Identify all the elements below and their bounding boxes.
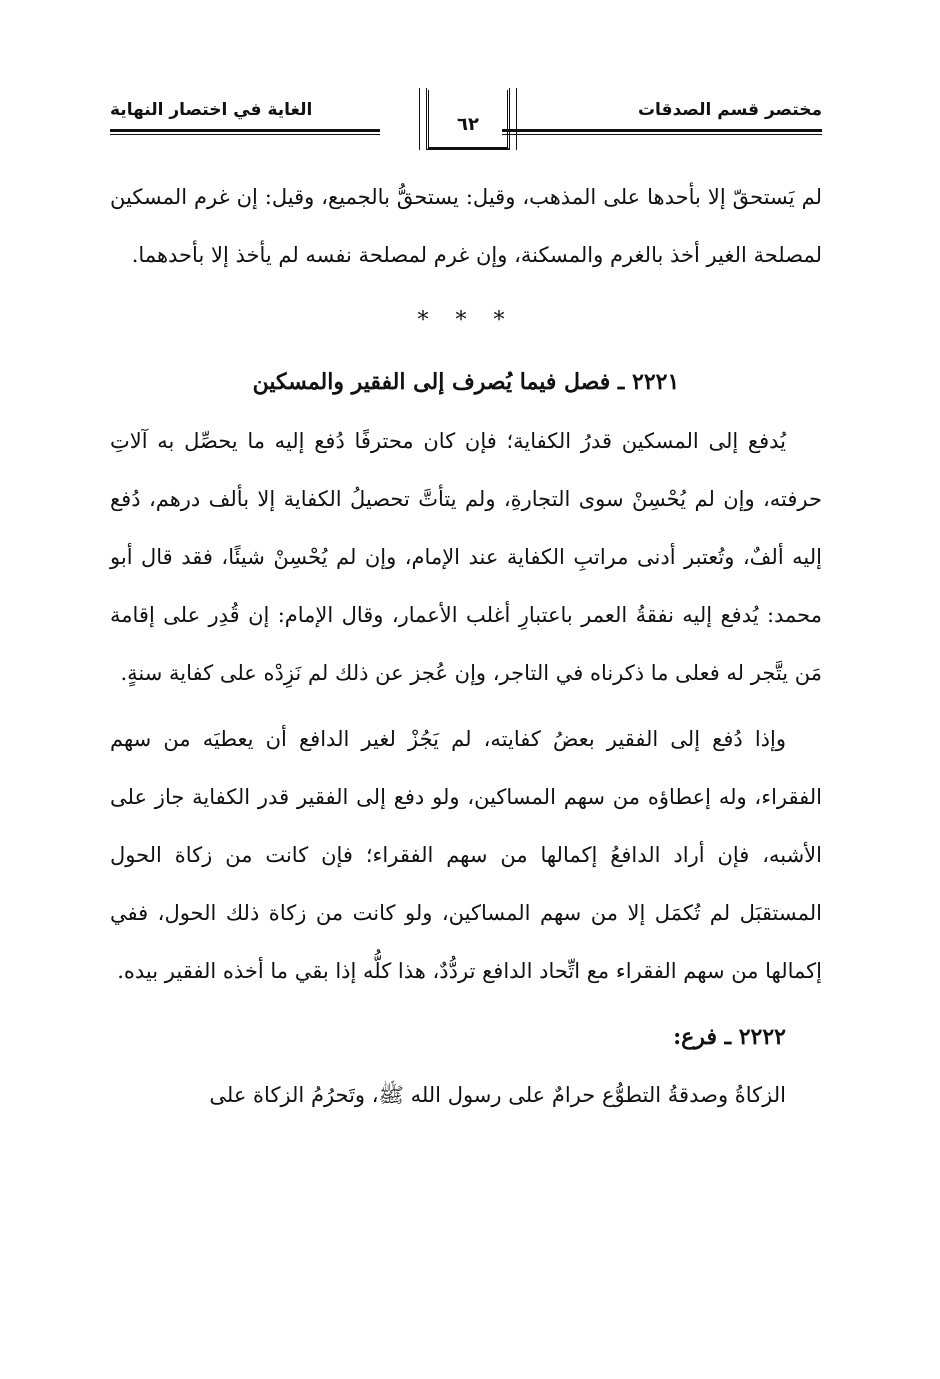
running-title-left: الغاية في اختصار النهاية [110, 100, 313, 120]
page-number-frame [426, 90, 510, 150]
paragraph-zakat-prohibition: الزكاةُ وصدقةُ التطوُّع حرامٌ على رسول الله ﷺ، وتَحرُمُ الزكاة على [209, 1083, 786, 1107]
page-number: ٦٢ [457, 114, 479, 135]
header-rule-left [110, 129, 380, 132]
section-separator: * * * [417, 308, 515, 333]
running-title-right: مختصر قسم الصدقات [637, 100, 822, 120]
section-heading: ٢٢٢١ ـ فصل فيما يُصرف إلى الفقير والمسكين [252, 369, 680, 395]
subsection-heading: ٢٢٢٢ ـ فرع: [673, 1024, 786, 1050]
page-body [110, 168, 822, 1124]
paragraph-partial-sufficiency: وإذا دُفع إلى الفقير بعضُ كفايته، لم يَجُزْ لغير الدافع أن يعطيَه من سهم الفقراء، وله إعطاؤه من سهم المساكين، ولو دفع إلى الفقير قدر الكفاية جاز على الأشبه، فإن أراد الدافعُ إكمالها من سهم الفقراء؛ فإن كانت من زكاة الحول المستقبَل لم تُكمَل إلا من سهم المساكين، ولو كانت من زكاة ذلك الحول، ففي إكمالها من سهم الفقراء مع اتِّحاد الدافع تردُّدٌ، هذا كلُّه إذا بقي ما أخذه الفقير بيده. [110, 727, 822, 983]
paragraph-continuation: لم يَستحقّ إلا بأحدها على المذهب، وقيل: يستحقُّ بالجميع، وقيل: إن غرم المسكين لمصلحة الغير أخذ بالغرم والمسكنة، وإن غرم لمصلحة نفسه لم يأخذ إلا بأحدهما. [110, 185, 822, 267]
page-header [110, 88, 822, 158]
header-rule-right [502, 129, 822, 132]
paragraph-sufficiency: يُدفع إلى المسكين قدرُ الكفاية؛ فإن كان محترفًا دُفع إليه ما يحصِّل به آلاتِ حرفته، وإن لم يُحْسِنْ سوى التجارةِ، ولم يتأتَّ تحصيلُ الكفاية إلا بألف درهم، دُفع إليه ألفٌ، وتُعتبر أدنى مراتبِ الكفاية عند الإمام، وإن لم يُحْسِنْ شيئًا، فقد قال أبو محمد: يُدفع إليه نفقةُ العمر باعتبارِ أغلب الأعمار، وقال الإمام: إن قُدِر على إقامة مَن يتَّجر له فعلى ما ذكرناه في التاجر، وإن عُجز عن ذلك لم نَزِدْه على كفاية سنةٍ. [110, 429, 822, 685]
